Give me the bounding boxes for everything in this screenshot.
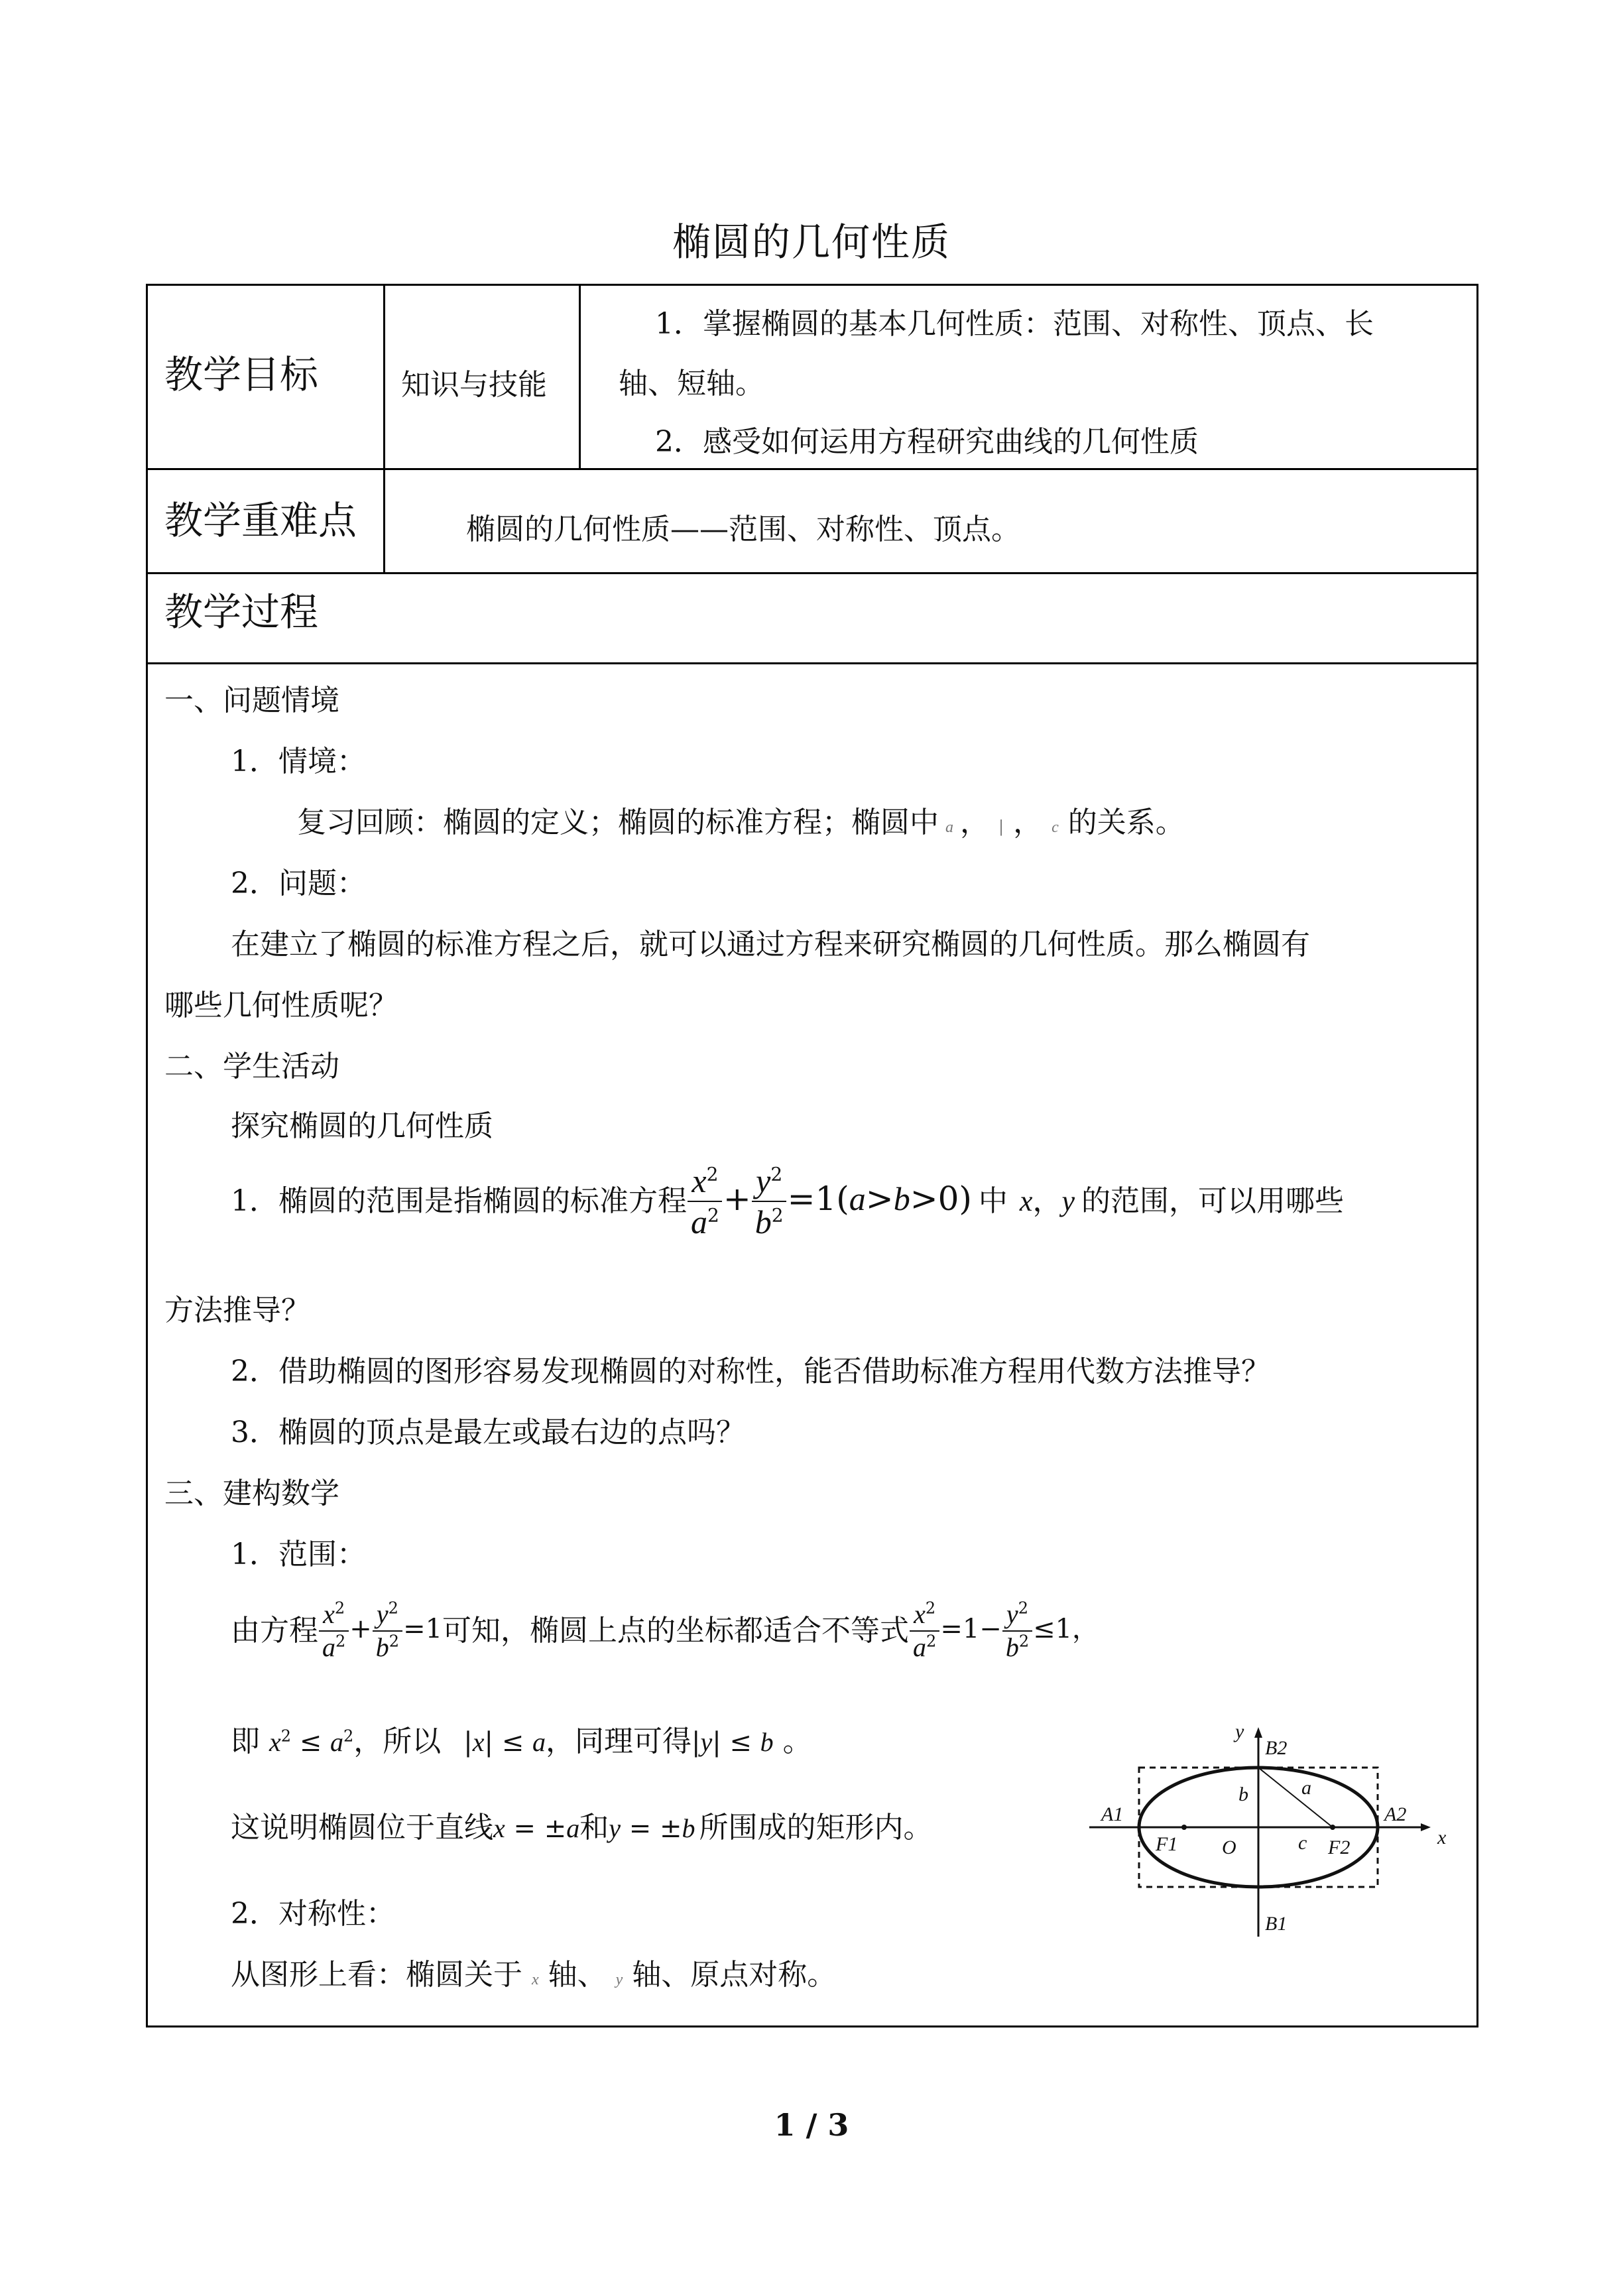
section-3-heading: 三、建构数学 [164, 1477, 339, 1510]
s2-intro: 探究椭圆的几何性质 [231, 1109, 493, 1143]
focus-f1-point [1181, 1825, 1187, 1830]
ellipse-equation: $\frac{x^2}{a^2}$ + $\frac{y^2}{b^2}$ =1(a>b>0) [687, 1161, 972, 1242]
key-text: 椭圆的几何性质——范围、对称性、顶点。 [466, 513, 1020, 546]
activity-1-line: 1．椭圆的范围是指椭圆的标准方程 $\frac{x^2}{a^2}$ + $\frac{y^2}{b^2}$ =1(a>b>0) 中 x，y 的范围，可以用哪些 [231, 1162, 1344, 1240]
lesson-table [146, 284, 1478, 2027]
vertex-a2-label: A2 [1384, 1803, 1407, 1825]
activity-3: 3．椭圆的顶点是最左或最右边的点吗？ [231, 1416, 745, 1449]
origin-label: O [1222, 1837, 1236, 1858]
activity-1-line-c: 方法推导？ [164, 1294, 310, 1327]
goal-2: 2．感受如何运用方程研究曲线的几何性质 [655, 425, 1199, 459]
s3-item-1: 1．范围： [231, 1538, 366, 1571]
x-axis-label: x [1437, 1827, 1447, 1848]
vertex-b1-label: B1 [1265, 1913, 1288, 1935]
vertex-b2-label: B2 [1265, 1737, 1288, 1759]
goal-label: 教学目标 [164, 352, 319, 397]
focal-distance-label: c [1298, 1832, 1307, 1854]
x-axis-arrow [1421, 1823, 1431, 1831]
goal-1-line-a: 1．掌握椭圆的基本几何性质：范围、对称性、顶点、长 [655, 307, 1374, 341]
symmetry-line: 从图形上看：椭圆关于 x 轴、 y 轴、原点对称。 [231, 1958, 837, 1992]
key-label: 教学重难点 [164, 498, 357, 543]
range-line-1: 由方程 $\frac{x^2}{a^2}$ + $\frac{y^2}{b^2}$ =1 可知，椭圆上点的坐标都适合不等式 $\frac{x^2}{a^2}$ =1− $\frac{y^2}{b^2}$ ≤1， [231, 1599, 1099, 1662]
row-divider [148, 468, 1476, 470]
question-line-b: 哪些几何性质呢？ [164, 989, 398, 1022]
section-2-heading: 二、学生活动 [164, 1050, 339, 1083]
col-divider [383, 286, 385, 572]
s3-item-2: 2．对称性： [231, 1897, 395, 1931]
question-line-a: 在建立了椭圆的标准方程之后，就可以通过方程来研究椭圆的几何性质。那么椭圆有 [231, 928, 1310, 961]
s1-item-1: 1．情境： [231, 745, 366, 778]
review-line: 复习回顾：椭圆的定义；椭圆的标准方程；椭圆中 a ， | ， c 的关系。 [297, 806, 1185, 839]
ellipse-figure [1089, 1718, 1461, 1937]
semi-major-label: a [1301, 1777, 1311, 1799]
row-divider [148, 572, 1476, 574]
s1-item-2: 2．问题： [231, 867, 366, 900]
col-divider [579, 286, 581, 468]
row-divider [148, 662, 1476, 664]
y-axis-arrow [1254, 1727, 1262, 1738]
vertex-a1-label: A1 [1101, 1803, 1124, 1825]
goal-1-line-b: 轴、短轴。 [619, 367, 764, 400]
knowledge-label: 知识与技能 [401, 368, 547, 402]
y-axis-label: y [1235, 1721, 1244, 1742]
page-number: 1 / 3 [774, 2107, 849, 2143]
focus-f2-label: F2 [1328, 1837, 1351, 1858]
activity-2: 2．借助椭圆的图形容易发现椭圆的对称性，能否借助标准方程用代数方法推导？ [231, 1355, 1270, 1388]
focus-f2-point [1330, 1825, 1335, 1830]
process-label: 教学过程 [164, 589, 319, 634]
section-1-heading: 一、问题情境 [164, 684, 339, 717]
semi-minor-label: b [1238, 1783, 1248, 1805]
focus-f1-label: F1 [1156, 1833, 1178, 1855]
range-line-3: 这说明椭圆位于直线x = ±a和y = ±b 所围成的矩形内。 [231, 1811, 933, 1844]
page-title: 椭圆的几何性质 [672, 219, 951, 265]
range-line-2: 即 $x^2 \le a^2$，所以 |x| ≤ a，同理可得|y| ≤ b 。 [231, 1724, 812, 1758]
